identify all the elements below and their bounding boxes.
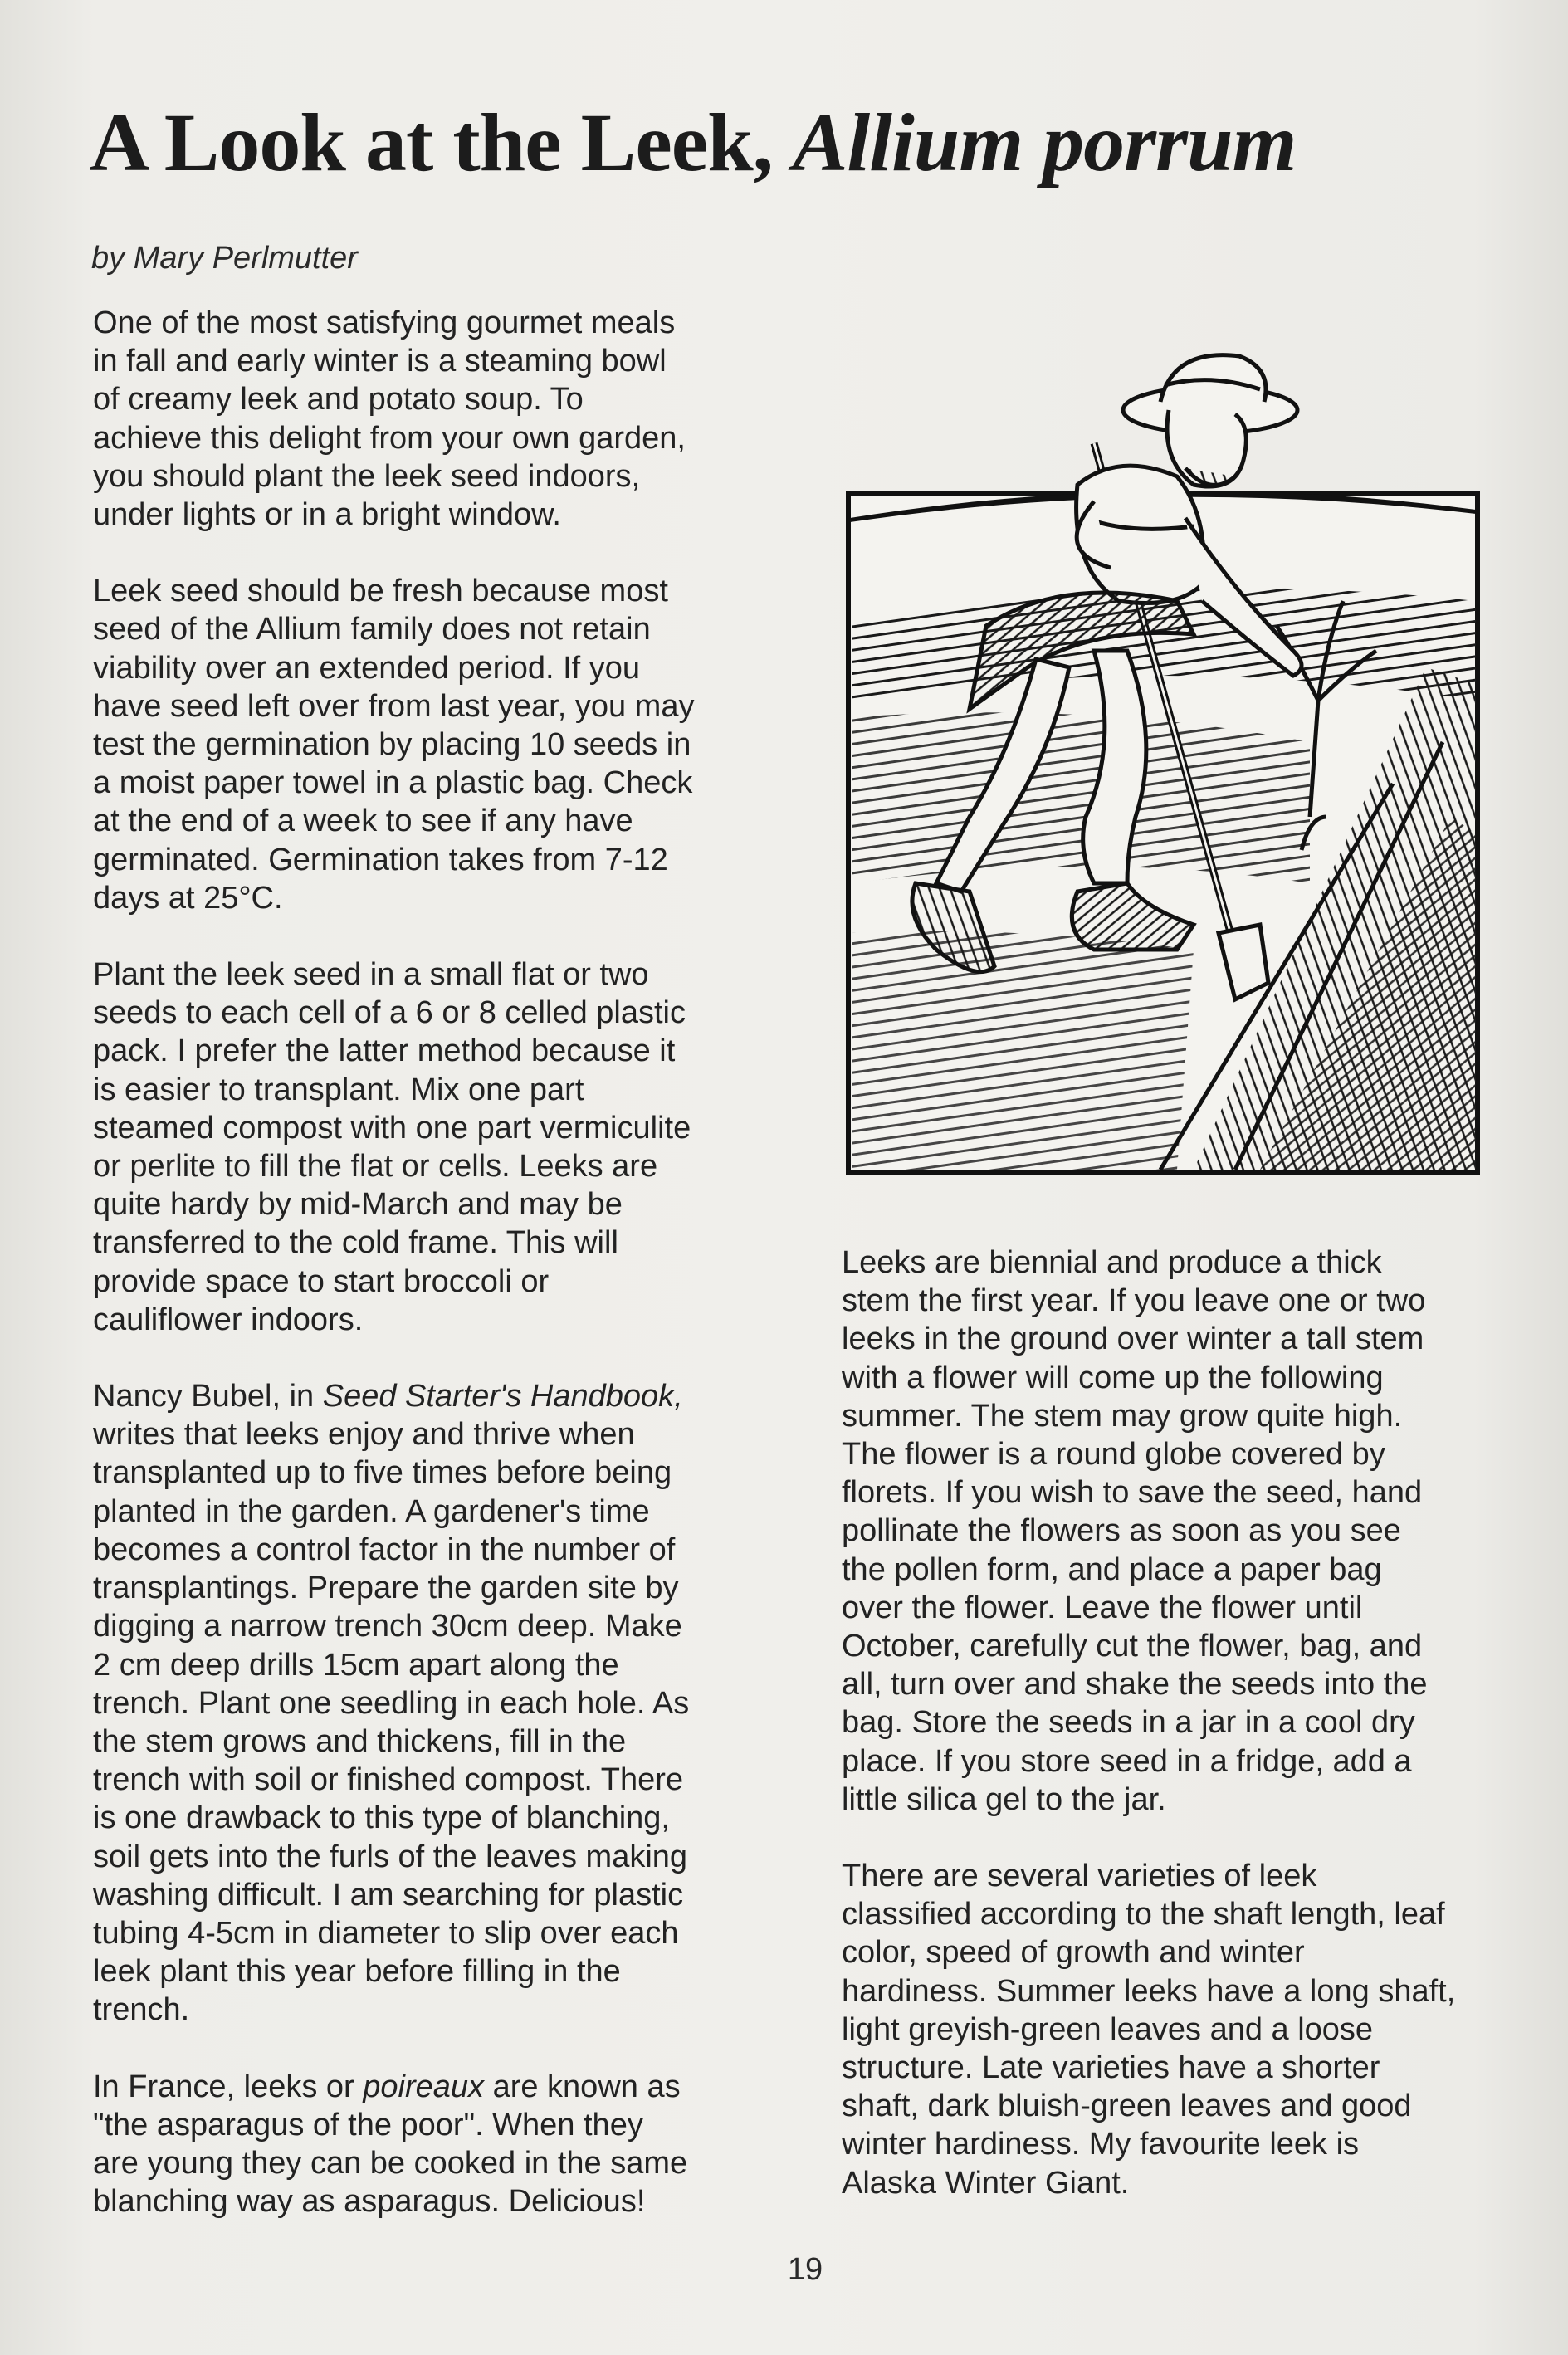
text-run: In France, leeks or — [93, 2069, 364, 2104]
text-line: transplantings. Prepare the garden site by — [93, 1571, 679, 1606]
text-line: germinated. Germination takes from 7-12 — [93, 842, 668, 877]
text-line: transplanted up to five times before being — [93, 1455, 672, 1491]
byline: by Mary Perlmutter — [91, 241, 358, 276]
french-word: poireaux — [363, 2069, 485, 2104]
text-line: October, carefully cut the flower, bag, and — [842, 1629, 1423, 1664]
text-line: the stem grows and thickens, fill in the — [93, 1723, 627, 1759]
text-line: The flower is a round globe covered by — [842, 1437, 1385, 1473]
text-line: are young they can be cooked in the same — [93, 2145, 688, 2181]
text-line: One of the most satisfying gourmet meals — [93, 305, 676, 340]
text-line: seed of the Allium family does not retain — [93, 612, 651, 647]
text-line: pack. I prefer the latter method because it — [93, 1033, 676, 1069]
text-line: leek plant this year before filling in the — [93, 1954, 621, 1990]
woodcut-gardener-illustration — [845, 352, 1483, 1182]
text-line: with a flower will come up the following — [842, 1360, 1384, 1395]
text-line: Alaska Winter Giant. — [842, 2165, 1130, 2201]
paragraph — [93, 955, 757, 1339]
text-line: soil gets into the furls of the leaves making — [93, 1839, 688, 1874]
text-line: quite hardy by mid-March and may be — [93, 1187, 623, 1223]
text-line: washing difficult. I am searching for plastic — [93, 1877, 684, 1913]
page-number: 19 — [787, 2252, 823, 2287]
text-line: bag. Store the seeds in a jar in a cool dry — [842, 1705, 1415, 1741]
text-line: is one drawback to this type of blanching, — [93, 1800, 670, 1836]
right-column — [842, 1243, 1522, 2240]
text-line: hardiness. Summer leeks have a long shaft, — [842, 1973, 1456, 2009]
text-line: under lights or in a bright window. — [93, 497, 561, 533]
text-line: transferred to the cold frame. This will — [93, 1225, 618, 1261]
text-line: provide space to start broccoli or — [93, 1263, 550, 1299]
text-line: have seed left over from last year, you may — [93, 688, 695, 724]
field-lower-hatching — [852, 712, 1310, 883]
text-line: you should plant the leek seed indoors, — [93, 458, 641, 494]
text-line: is easier to transplant. Mix one part — [93, 1072, 584, 1107]
paragraph — [93, 1377, 757, 2029]
text-line: color, speed of growth and winter — [842, 1935, 1305, 1971]
text-line: structure. Late varieties have a shorter — [842, 2050, 1380, 2086]
text-line: the pollen form, and place a paper bag — [842, 1551, 1382, 1587]
text-line: stem the first year. If you leave one or two — [842, 1283, 1426, 1319]
text-line: steamed compost with one part vermiculite — [93, 1110, 691, 1146]
text-line: little silica gel to the jar. — [842, 1781, 1166, 1817]
text-line: trench. Plant one seedling in each hole. As — [93, 1685, 690, 1721]
text-line: Leek seed should be fresh because most — [93, 574, 668, 609]
text-line: Plant the leek seed in a small flat or two — [93, 957, 649, 993]
text-line: There are several varieties of leek — [842, 1859, 1317, 1894]
text-line: test the germination by placing 10 seeds in — [93, 727, 691, 763]
text-line: place. If you store seed in a fridge, add a — [842, 1743, 1412, 1779]
text-line: becomes a control factor in the number of — [93, 1532, 676, 1567]
article-title — [90, 93, 1501, 193]
text-line: writes that leeks enjoy and thrive when — [93, 1417, 635, 1453]
text-run: are known as — [484, 2069, 681, 2104]
ground-hatching — [852, 931, 1194, 1170]
text-line: in fall and early winter is a steaming bowl — [93, 344, 667, 379]
text-line: light greyish-green leaves and a loose — [842, 2011, 1374, 2047]
left-column — [93, 304, 757, 2259]
text-line: cauliflower indoors. — [93, 1302, 364, 1337]
paragraph — [93, 304, 757, 534]
text-line — [93, 2068, 757, 2106]
text-line: pollinate the flowers as soon as you see — [842, 1513, 1401, 1549]
text-line — [93, 1377, 757, 1415]
text-line: digging a narrow trench 30cm deep. Make — [93, 1609, 682, 1644]
text-line: 2 cm deep drills 15cm apart along the — [93, 1647, 619, 1683]
paragraph — [842, 1243, 1522, 1819]
text-line: viability over an extended period. If you — [93, 650, 641, 686]
text-line: all, turn over and shake the seeds into the — [842, 1667, 1428, 1703]
text-line: achieve this delight from your own garden, — [93, 420, 686, 456]
text-line: trench. — [93, 1992, 190, 2028]
text-run: Nancy Bubel, in — [93, 1379, 323, 1414]
paragraph — [93, 2068, 757, 2221]
text-line: winter hardiness. My favourite leek is — [842, 2127, 1360, 2162]
title-latin-name: Allium porrum — [792, 96, 1297, 188]
text-line: leeks in the ground over winter a tall stem — [842, 1322, 1424, 1357]
text-line: a moist paper towel in a plastic bag. Check — [93, 765, 693, 801]
text-line: or perlite to fill the flat or cells. Leeks are — [93, 1149, 658, 1185]
text-line: florets. If you wish to save the seed, hand — [842, 1475, 1423, 1511]
text-line: Leeks are biennial and produce a thick — [842, 1245, 1382, 1280]
text-line: planted in the garden. A gardener's time — [93, 1493, 650, 1529]
text-line: over the flower. Leave the flower until — [842, 1590, 1363, 1625]
text-line: trench with soil or finished compost. There — [93, 1762, 684, 1798]
text-line: shaft, dark bluish-green leaves and good — [842, 2089, 1412, 2124]
text-line: at the end of a week to see if any have — [93, 804, 633, 839]
paragraph — [93, 572, 757, 917]
text-line: of creamy leek and potato soup. To — [93, 382, 584, 418]
title-main: A Look at the Leek, — [90, 96, 793, 188]
text-line: "the asparagus of the poor". When they — [93, 2107, 643, 2142]
text-line: days at 25°C. — [93, 880, 283, 916]
text-line: summer. The stem may grow quite high. — [842, 1398, 1403, 1434]
text-line: seeds to each cell of a 6 or 8 celled plastic — [93, 995, 686, 1031]
text-line: classified according to the shaft length, leaf — [842, 1897, 1445, 1932]
paragraph — [842, 1857, 1522, 2202]
text-line: blanching way as asparagus. Delicious! — [93, 2184, 646, 2220]
text-line: tubing 4-5cm in diameter to slip over each — [93, 1915, 679, 1951]
book-title: Seed Starter's Handbook, — [322, 1379, 683, 1414]
